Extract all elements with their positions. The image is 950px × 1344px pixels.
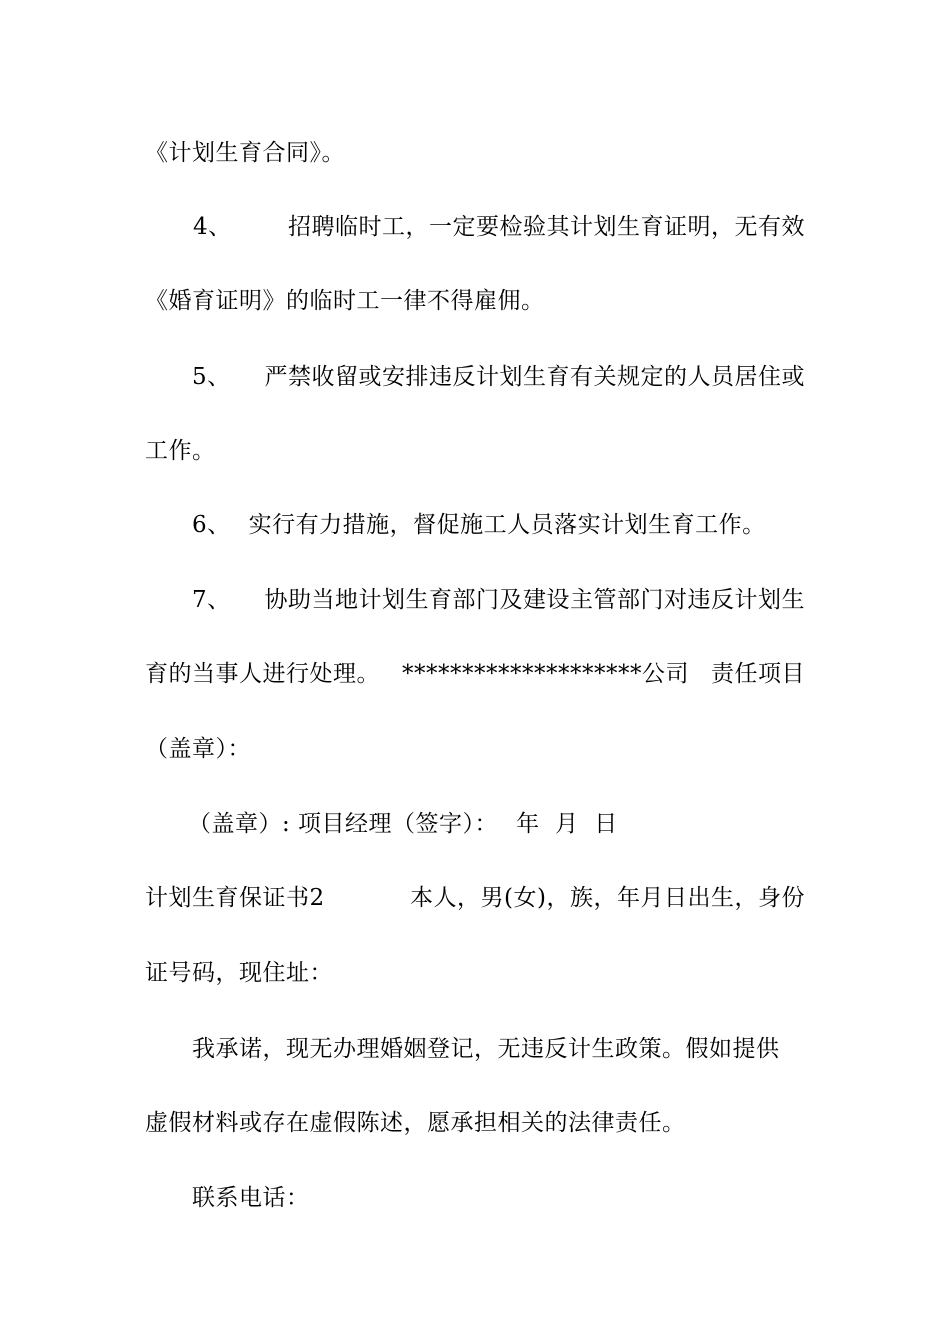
clause-7-text-cont: 育的当事人进行处理。 (145, 661, 380, 687)
clause-4-line-2 (145, 286, 825, 316)
promise-line-2 (145, 1108, 825, 1138)
guarantee-text: 本人，男(女)，族，年月日出生，身份 (410, 885, 805, 911)
promise-text: 我承诺，现无办理婚姻登记，无违反计生政策。假如提供 (192, 1036, 780, 1062)
contract-title-text: 《计划生育合同》。 (145, 140, 345, 166)
company-name: ********************公司 (402, 661, 689, 687)
date-label: 年 月 日 (516, 811, 618, 837)
clause-5-line-2 (145, 436, 825, 466)
clause-4-number: 4、 (193, 214, 232, 240)
guarantee-title: 计划生育保证书2 (145, 885, 325, 911)
promise-text-cont: 虚假材料或存在虚假陈述，愿承担相关的法律责任。 (145, 1110, 686, 1136)
promise-line-1 (192, 1034, 872, 1064)
clause-5-text: 严禁收留或安排违反计划生育有关规定的人员居住或 (264, 364, 805, 390)
contact-phone-line (192, 1183, 872, 1213)
clause-4-text: 招聘临时工，一定要检验其计划生育证明，无有效 (288, 214, 805, 240)
clause-5-text-cont: 工作。 (145, 438, 216, 464)
guarantee-heading-line (145, 883, 805, 913)
seal-line-1 (145, 734, 825, 764)
guarantee-line-2 (145, 958, 825, 988)
clause-4-line-1 (193, 212, 805, 242)
clause-4-text-cont: 《婚育证明》的临时工一律不得雇佣。 (145, 288, 545, 314)
clause-6-text: 实行有力措施，督促施工人员落实计划生育工作。 (248, 512, 766, 538)
clause-5-number: 5、 (192, 364, 231, 390)
clause-6-line (192, 510, 872, 540)
text-line-contract-title (145, 138, 825, 168)
clause-7-line-2 (145, 659, 805, 689)
seal-label-1: （盖章）： (145, 736, 251, 762)
manager-signature-label: （盖章）: 项目经理（签字）： (188, 811, 499, 837)
responsible-project-label: 责任项目 (711, 661, 805, 687)
clause-5-line-1 (192, 362, 805, 392)
clause-6-number: 6、 (192, 512, 231, 538)
clause-7-line-1 (192, 585, 805, 615)
clause-7-number: 7、 (192, 587, 231, 613)
contact-phone-label: 联系电话： (192, 1185, 310, 1211)
clause-7-text: 协助当地计划生育部门及建设主管部门对违反计划生 (264, 587, 805, 613)
signature-line (188, 809, 868, 839)
guarantee-text-cont: 证号码，现住址： (145, 960, 333, 986)
